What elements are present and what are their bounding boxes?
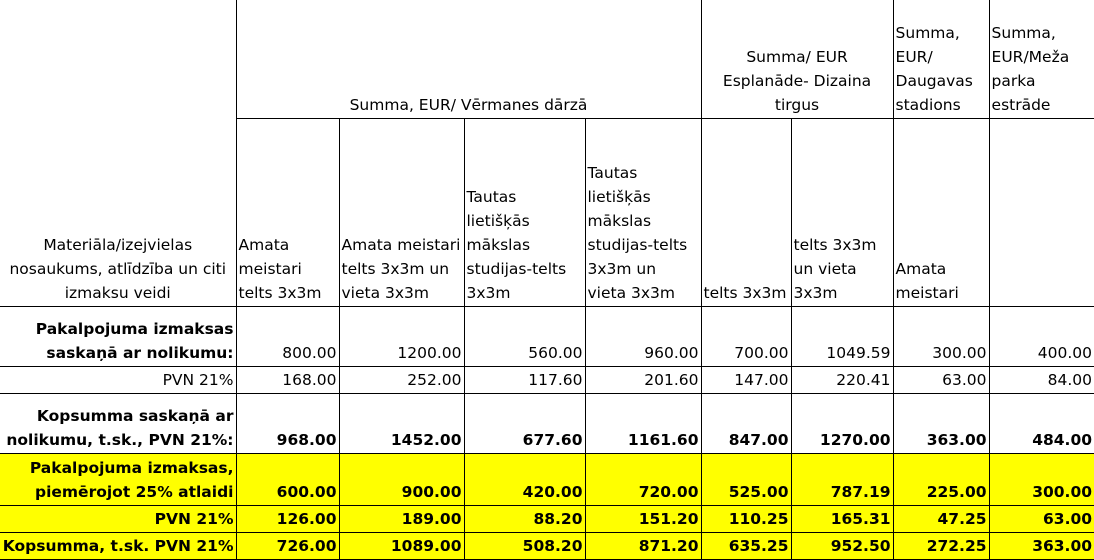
group-header-daugavas: Summa, EUR/ Daugavas stadions: [893, 0, 989, 118]
cell-value: 700.00: [701, 306, 791, 366]
subcolumn-header: [989, 118, 1094, 306]
cell-value: 147.00: [701, 366, 791, 393]
cell-value: 1200.00: [339, 306, 464, 366]
cell-value: 484.00: [989, 393, 1094, 453]
cell-value: 508.20: [464, 532, 585, 559]
subcolumn-header: telts 3x3m un vieta 3x3m: [791, 118, 893, 306]
row-label: PVN 21%: [0, 505, 236, 532]
table-row: [0, 532, 1094, 559]
cell-value: 1452.00: [339, 393, 464, 453]
cell-value: 800.00: [236, 306, 339, 366]
cell-value: 151.20: [585, 505, 701, 532]
table-row: [0, 393, 1094, 453]
cell-value: 677.60: [464, 393, 585, 453]
subcolumn-header: Amata meistari telts 3x3m: [236, 118, 339, 306]
cell-value: 560.00: [464, 306, 585, 366]
cell-value: 720.00: [585, 453, 701, 505]
cell-value: 726.00: [236, 532, 339, 559]
cell-value: 168.00: [236, 366, 339, 393]
cell-value: 363.00: [893, 393, 989, 453]
cell-value: 1049.59: [791, 306, 893, 366]
cell-value: 63.00: [893, 366, 989, 393]
cell-value: 635.25: [701, 532, 791, 559]
row-label: PVN 21%: [0, 366, 236, 393]
table-row: [0, 306, 1094, 366]
cell-value: 847.00: [701, 393, 791, 453]
row-label-header: Materiāla/izejvielas nosaukums, atlīdzība un citi izmaksu veidi: [0, 0, 236, 306]
table-row: [0, 453, 1094, 505]
row-label: Pakalpojuma izmaksas saskaņā ar nolikumu:: [0, 306, 236, 366]
cell-value: 252.00: [339, 366, 464, 393]
group-header-mezaparks: Summa, EUR/Meža parka estrāde: [989, 0, 1094, 118]
cell-value: 968.00: [236, 393, 339, 453]
group-header-esplanade: Summa/ EUR Esplanāde- Dizaina tirgus: [701, 0, 893, 118]
cell-value: 88.20: [464, 505, 585, 532]
cell-value: 84.00: [989, 366, 1094, 393]
subcolumn-header: Amata meistari: [893, 118, 989, 306]
cell-value: 600.00: [236, 453, 339, 505]
cell-value: 126.00: [236, 505, 339, 532]
subcolumn-header: Amata meistari telts 3x3m un vieta 3x3m: [339, 118, 464, 306]
cell-value: 225.00: [893, 453, 989, 505]
cell-value: 952.50: [791, 532, 893, 559]
table-row: [0, 366, 1094, 393]
cell-value: 220.41: [791, 366, 893, 393]
cell-value: 63.00: [989, 505, 1094, 532]
row-label: Kopsumma, t.sk. PVN 21%: [0, 532, 236, 559]
cell-value: 110.25: [701, 505, 791, 532]
cell-value: 400.00: [989, 306, 1094, 366]
cell-value: 201.60: [585, 366, 701, 393]
cell-value: 117.60: [464, 366, 585, 393]
cell-value: 300.00: [893, 306, 989, 366]
table-row: [0, 505, 1094, 532]
subcolumn-header: Tautas lietišķās mākslas studijas-telts 3x3m: [464, 118, 585, 306]
cell-value: 787.19: [791, 453, 893, 505]
cell-value: 525.00: [701, 453, 791, 505]
cell-value: 900.00: [339, 453, 464, 505]
cell-value: 272.25: [893, 532, 989, 559]
cell-value: 960.00: [585, 306, 701, 366]
cell-value: 363.00: [989, 532, 1094, 559]
cell-value: 165.31: [791, 505, 893, 532]
cell-value: 420.00: [464, 453, 585, 505]
cell-value: 1089.00: [339, 532, 464, 559]
subcolumn-header: Tautas lietišķās mākslas studijas-telts 3x3m un vieta 3x3m: [585, 118, 701, 306]
cell-value: 1161.60: [585, 393, 701, 453]
cell-value: 1270.00: [791, 393, 893, 453]
cell-value: 300.00: [989, 453, 1094, 505]
cell-value: 189.00: [339, 505, 464, 532]
group-header-vermanes: Summa, EUR/ Vērmanes dārzā: [236, 0, 701, 118]
cell-value: 871.20: [585, 532, 701, 559]
subcolumn-header: telts 3x3m: [701, 118, 791, 306]
cell-value: 47.25: [893, 505, 989, 532]
row-label: Kopsumma saskaņā ar nolikumu, t.sk., PVN 21%:: [0, 393, 236, 453]
row-label: Pakalpojuma izmaksas, piemērojot 25% atlaidi: [0, 453, 236, 505]
